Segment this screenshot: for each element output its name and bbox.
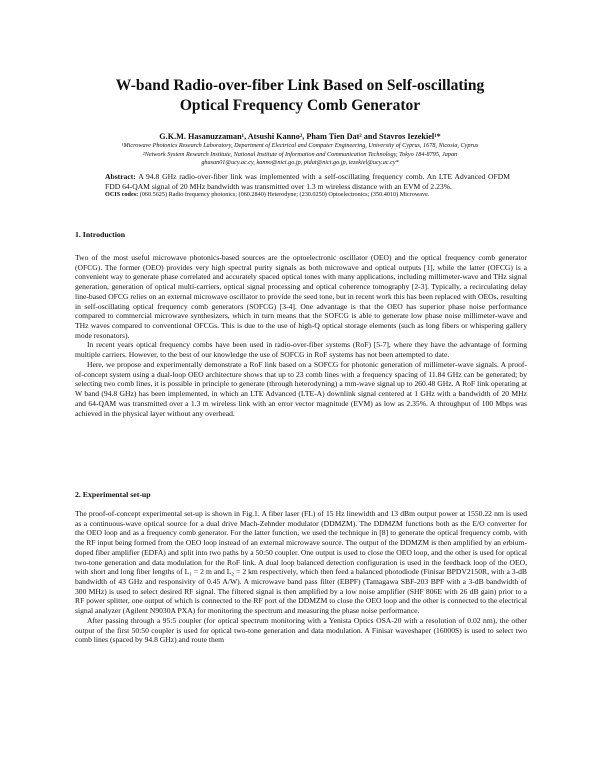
title-line-1: W-band Radio-over-fiber Link Based on Self-oscillating [115,77,485,94]
ocis-label: OCIS codes: [105,191,139,199]
abstract-block [105,172,510,199]
abstract-text: A 94.8 GHz radio-over-fiber link was implemented with a self-oscillating frequency comb. An LTE Advanced OFDM FDD 64-QAM signal of 20 MHz bandwidth was transmitted over 1.3 m wireless distance with an EVM of 2.23%. [105,172,510,191]
setup-paragraph-1: The proof-of-concept experimental set-up is shown in Fig.1. A fiber laser (FL) of 15 Hz linewidth and 13 dBm output power at 1550.22 nm is used as a continuous-wave optical source for a dual drive Mach-Zehnder modulator (DDMZM). The DDMZM functions both as the E/O converter for the OEO loop and as a frequency comb generator. For the latter function, we used the technique in [8] to generate the optical frequency comb, with the RF input being formed from the OEO loop instead of an external microwave source. The output of the DDMZM is then amplified by an erbium-doped fiber amplifier (EDFA) and split into two paths by a 50:50 coupler. One output is used to close the OEO loop, and the other is used for optical two-tone generation and data modulation for the RoF link. A dual loop balanced detection configuration is used in the feedback loop of the OEO, with short and long fiber lengths of L₁ = 2 m and L₂ = 2 km respectively, which then feed a balanced photodiode (Finisar BPDV2150R, with a 3-dB bandwidth of 43 GHz and responsivity of 0.45 A/W). A microwave band pass filter (EBPF) (Tamagawa SBF-203 BPF with a 3-dB bandwidth of 300 MHz) is used to select desired RF signal. The filtered signal is then amplified by a low noise amplifier (SHF 806E with 26 dB gain) prior to a RF power splitter, one output of which is connected to the RF port of the DDMZM to close the OEO loop and the other is connected to the electrical signal analyzer (Agilent N9030A PXA) for monitoring the spectrum and measuring the phase noise performance. [75,509,527,616]
ocis-text: (060.5625) Radio frequency photonics; (060.2840) Heterodyne; (230.0250) Optoelectronics; (350.4010) Microwave. [139,191,430,199]
affiliation-2: ²Network System Research Institute, National Institute of Information and Communication Technology, Tokyo 184-8795, Japan [142,150,458,158]
setup-body [75,509,527,645]
intro-paragraph-1: Two of the most useful microwave photonics-based sources are the optoelectronic oscillator (OEO) and the optical frequency comb generator (OFCG). The former (OEO) provides very high spectral purity signals as both microwave and optical outputs [1], while the latter (OFCG) is a convenient way to generate phase correlated and accurately spaced optical tones with many applications, including millimeter-wave and THz signal generation, generation of optical multi-carriers, optical signal processing and optical coherence tomography [2-3]. Typically, a recirculating delay line-based OFCG relies on an external microwave oscillator to provide the seed tone, but in recent work this has been replaced with OEOs, resulting in self-oscillating optical frequency comb generators (SOFCG) [3-4]. One advantage is that the OEO has superior phase noise performance compared to commercial microwave synthesizers, which in turn means that the SOFCG is able to generate low phase noise millimeter-wave and THz waves compared to conventional OFCGs. This is due to the use of high-Q optical storage elements (such as long fibers or whispering gallery mode resonators). [75,253,527,340]
intro-paragraph-2: In recent years optical frequency combs have been used in radio-over-fiber systems (RoF) [5-7], where they have the advantage of forming multiple carriers. However, to the best of our knowledge the use of SOFCG in RoF systems has not been attempted to date. [75,340,527,360]
abstract [105,172,510,191]
author-emails: ghasan01@ucy.ac.cy, kanno@nict.go.jp, ptdat@nict.go.jp, iezekiel@ucy.ac.cy* [201,159,399,167]
title-line-2: Optical Frequency Comb Generator [179,97,421,114]
ocis-codes [105,191,510,199]
affiliation-1: ¹Microwave Photonics Research Laboratory, Department of Electrical and Computer Engineering, University of Cyprus, 1678, Nicosia, Cyprus [121,142,479,149]
affiliations [60,142,540,168]
section-heading-introduction: 1. Introduction [75,230,126,239]
author-list: G.K.M. Hasanuzzaman¹, Atsushi Kanno², Pham Tien Dat² and Stavros Iezekiel¹* [159,132,441,141]
intro-paragraph-3: Here, we propose and experimentally demonstrate a RoF link based on a SOFCG for photonic generation of millimeter-wave signals. A proof-of-concept system using a dual-loop OEO architecture shows that up to 23 comb lines with a frequency spacing of 11.84 GHz can be generated; by selecting two comb lines, it is possible in principle to generate (through heterodyning) a mm-wave signal up to 260.48 GHz. A RoF link operating at W band (94.8 GHz) has been implemented, in which an LTE Advanced (LTE-A) downlink signal centered at 1 GHz with a bandwidth of 20 MHz and 64-QAM was transmitted over a 1.3 m wireless link with an error vector magnitude (EVM) as low as 2.35%. A throughput of 100 Mbps was achieved in the physical layer without any overhead. [75,359,527,418]
setup-paragraph-2: After passing through a 95:5 coupler (for optical spectrum monitoring with a Yenista Optics OSA-20 with a resolution of 0.02 nm), the other output of the first 50:50 coupler is used for optical two-tone generation and data modulation. A Finisar waveshaper (16000S) is used to select two comb lines (spaced by 94.8 GHz) and route them [75,615,527,645]
section-heading-experimental-setup: 2. Experimental set-up [75,490,151,499]
introduction-body [75,253,527,418]
abstract-label: Abstract: [105,172,136,181]
paper-title [40,76,560,116]
